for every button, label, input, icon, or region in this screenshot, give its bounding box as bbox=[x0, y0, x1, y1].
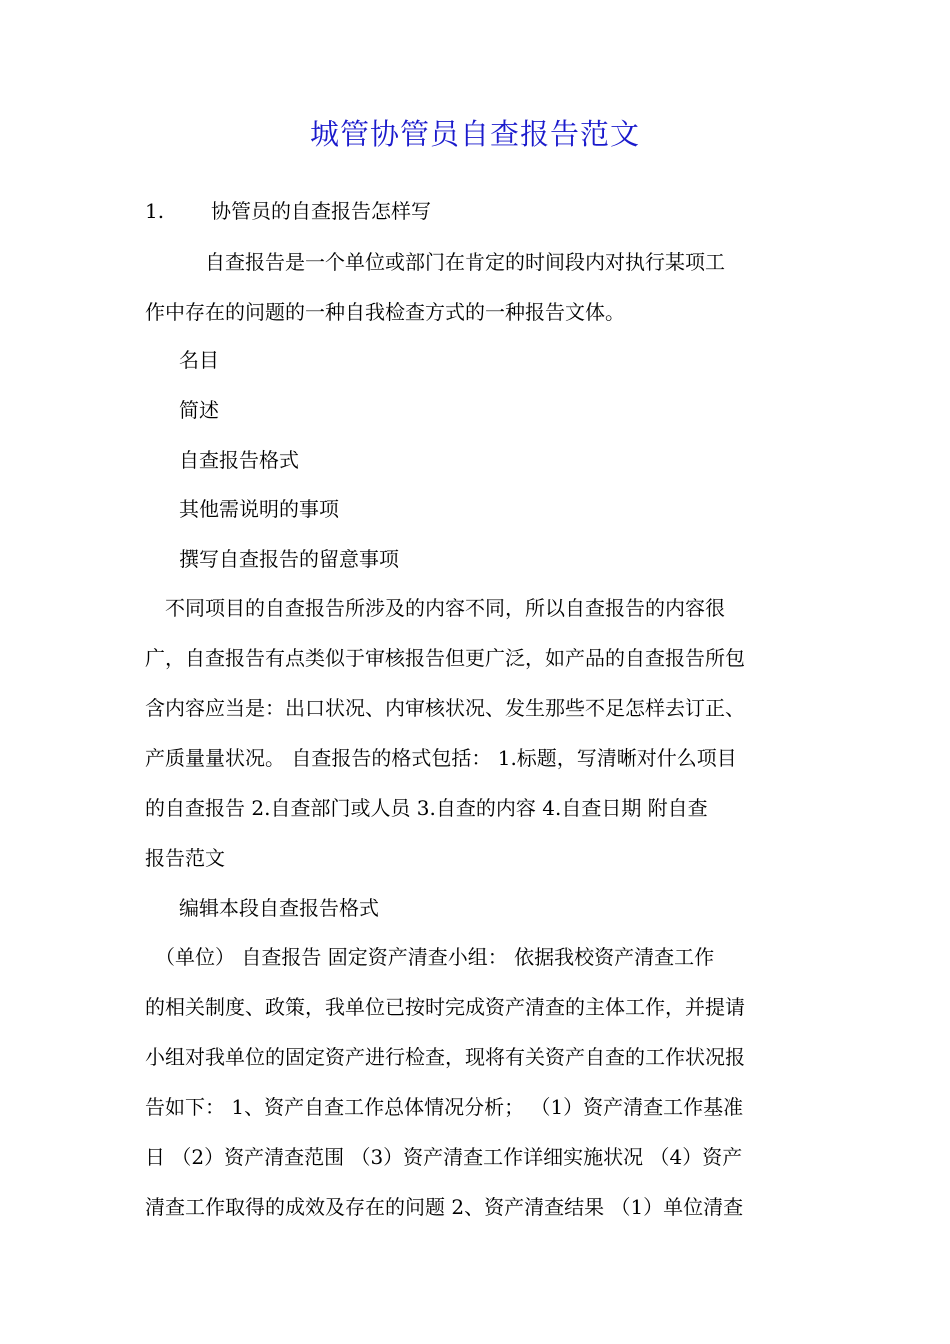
paragraph-line: 的相关制度、政策，我单位已按时完成资产清查的主体工作，并提请 bbox=[145, 995, 745, 1019]
paragraph-line: 不同项目的自查报告所涉及的内容不同，所以自查报告的内容很 bbox=[145, 596, 725, 620]
heading-number: 1. bbox=[145, 199, 165, 223]
paragraph-content-scope bbox=[145, 583, 810, 883]
paragraph-line: （单位） 自查报告 固定资产清查小组： 依据我校资产清查工作 bbox=[145, 945, 715, 969]
heading-text: 协管员的自查报告怎样写 bbox=[211, 199, 431, 223]
paragraph-line: 产质量量状况。 自查报告的格式包括： 1.标题，写清晰对什么项目 bbox=[145, 746, 737, 770]
paragraph-line: 小组对我单位的固定资产进行检查，现将有关资产自查的工作状况报 bbox=[145, 1045, 745, 1069]
toc-item-other-notes: 其他需说明的事项 bbox=[179, 497, 339, 521]
paragraph-line: 清查工作取得的成效及存在的问题 2、资产清查结果 （1）单位清查 bbox=[145, 1195, 744, 1219]
toc-item-overview: 简述 bbox=[179, 398, 219, 422]
paragraph-line: 广，自查报告有点类似于审核报告但更广泛，如产品的自查报告所包 bbox=[145, 646, 745, 670]
paragraph-line: 告如下： 1、资产自查工作总体情况分析； （1）资产清查工作基准 bbox=[145, 1095, 744, 1119]
paragraph-report-example bbox=[145, 932, 810, 1232]
toc-item-format: 自查报告格式 bbox=[179, 448, 299, 472]
paragraph-line: 的自查报告 2.自查部门或人员 3.自查的内容 4.自查日期 附自查 bbox=[145, 796, 708, 820]
section-heading-1 bbox=[145, 196, 431, 226]
paragraph-line: 日 （2）资产清查范围 （3）资产清查工作详细实施状况 （4）资产 bbox=[145, 1145, 743, 1169]
intro-paragraph bbox=[145, 237, 810, 337]
toc-item-contents: 名目 bbox=[179, 348, 219, 372]
intro-line: 自查报告是一个单位或部门在肯定的时间段内对执行某项工 bbox=[145, 250, 725, 274]
document-title: 城管协管员自查报告范文 bbox=[309, 117, 640, 151]
toc-item-writing-notes: 撰写自查报告的留意事项 bbox=[179, 547, 399, 571]
paragraph-line: 报告范文 bbox=[145, 846, 225, 870]
intro-line: 作中存在的问题的一种自我检查方式的一种报告文体。 bbox=[145, 300, 625, 324]
paragraph-line: 含内容应当是：出口状况、内审核状况、发生那些不足怎样去订正、 bbox=[145, 696, 745, 720]
section-heading-format: 编辑本段自查报告格式 bbox=[179, 896, 379, 920]
